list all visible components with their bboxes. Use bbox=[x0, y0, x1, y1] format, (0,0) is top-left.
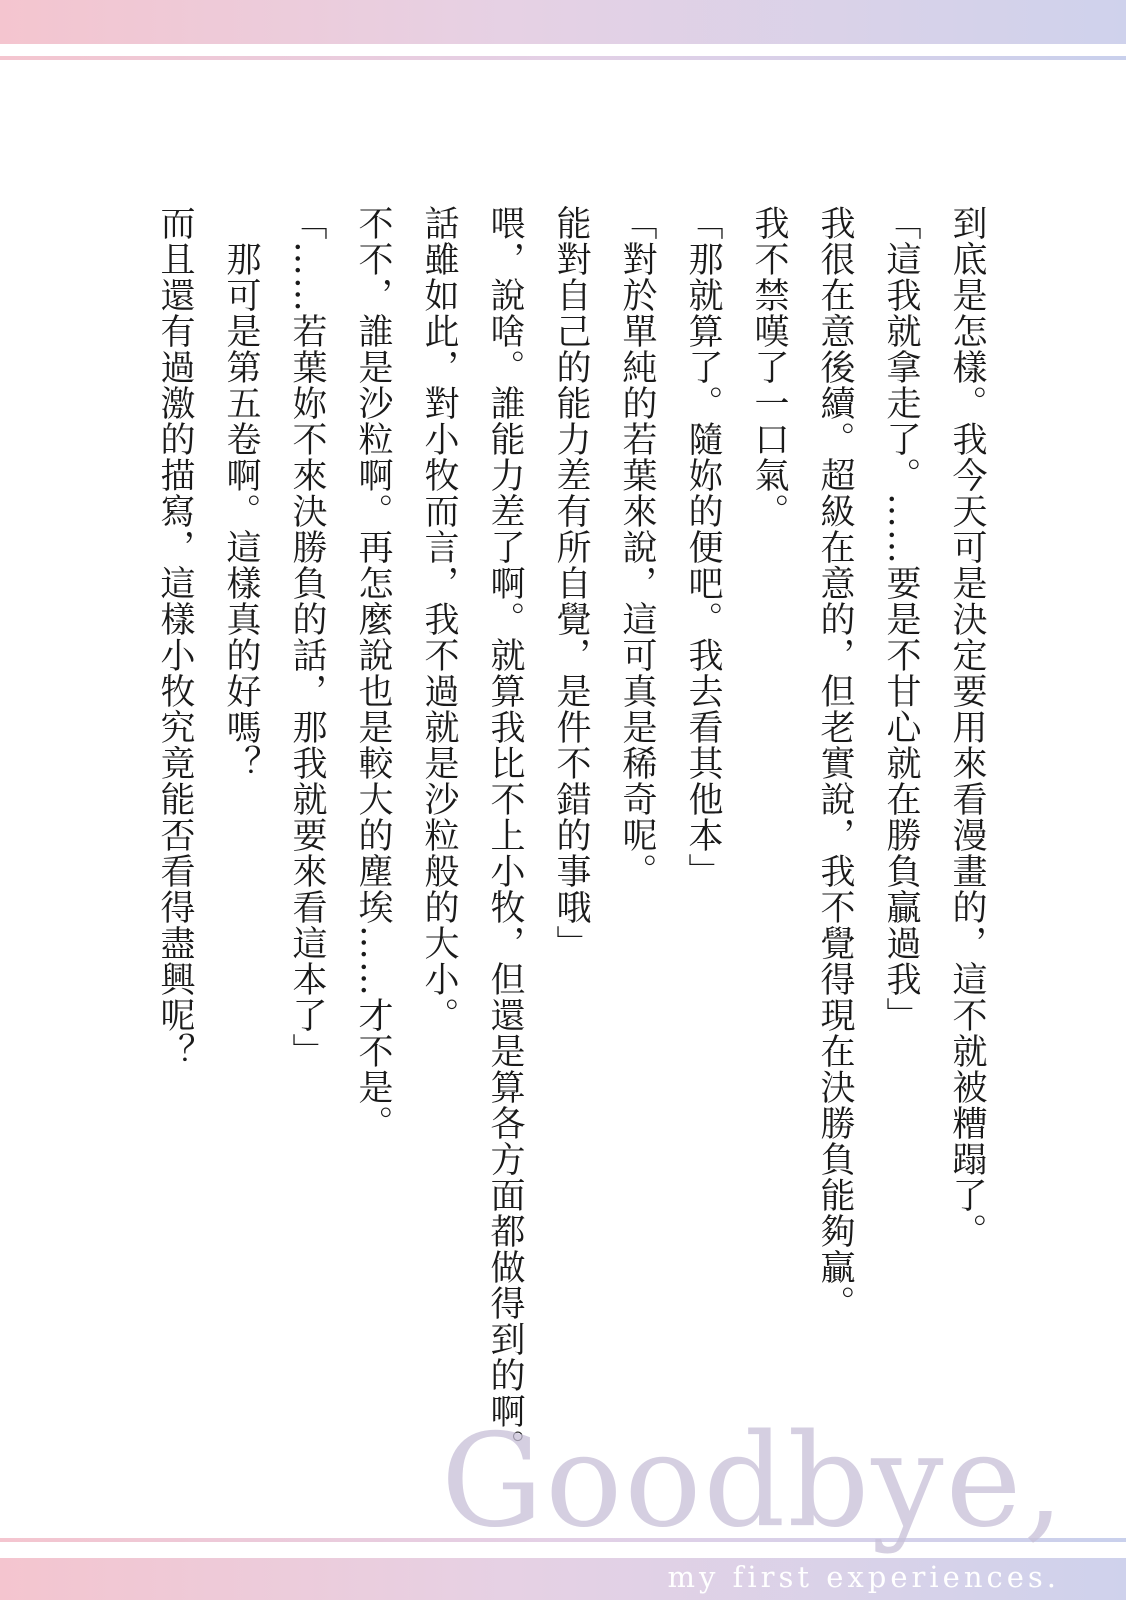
text-line: 喂，說啥。誰能力差了啊。就算我比不上小牧，但還是算各方面都做得到的啊。 bbox=[485, 205, 525, 1465]
text-line: 「那就算了。隨妳的便吧。我去看其他本」 bbox=[683, 205, 723, 889]
text-line: 我很在意後續。超級在意的，但老實說，我不覺得現在決勝負能夠贏。 bbox=[815, 205, 855, 1321]
logo-title: Goodbye, bbox=[441, 1407, 1066, 1556]
logo-subtitle: my first experiences. bbox=[667, 1560, 1060, 1594]
text-line: 「對於單純的若葉來說，這可真是稀奇呢。 bbox=[617, 205, 657, 889]
text-line: 那可是第五卷啊。這樣真的好嗎？ bbox=[221, 205, 261, 781]
text-line: 「……若葉妳不來決勝負的話，那我就要來看這本了」 bbox=[287, 205, 327, 1069]
vertical-text-body bbox=[120, 205, 1000, 1465]
text-line: 到底是怎樣。我今天可是決定要用來看漫畫的，這不就被糟蹋了。 bbox=[947, 205, 987, 1249]
text-line: 我不禁嘆了一口氣。 bbox=[749, 205, 789, 529]
text-line: 「這我就拿走了。……要是不甘心就在勝負贏過我」 bbox=[881, 205, 921, 1033]
text-line: 而且還有過激的描寫，這樣小牧究竟能否看得盡興呢？ bbox=[155, 205, 195, 1069]
text-line: 話雖如此，對小牧而言，我不過就是沙粒般的大小。 bbox=[419, 205, 459, 1033]
text-line: 不不，誰是沙粒啊。再怎麼說也是較大的塵埃……才不是。 bbox=[353, 205, 393, 1141]
top-divider-line bbox=[0, 56, 1126, 60]
top-gradient-band bbox=[0, 0, 1126, 44]
text-line: 能對自己的能力差有所自覺，是件不錯的事哦」 bbox=[551, 205, 591, 961]
